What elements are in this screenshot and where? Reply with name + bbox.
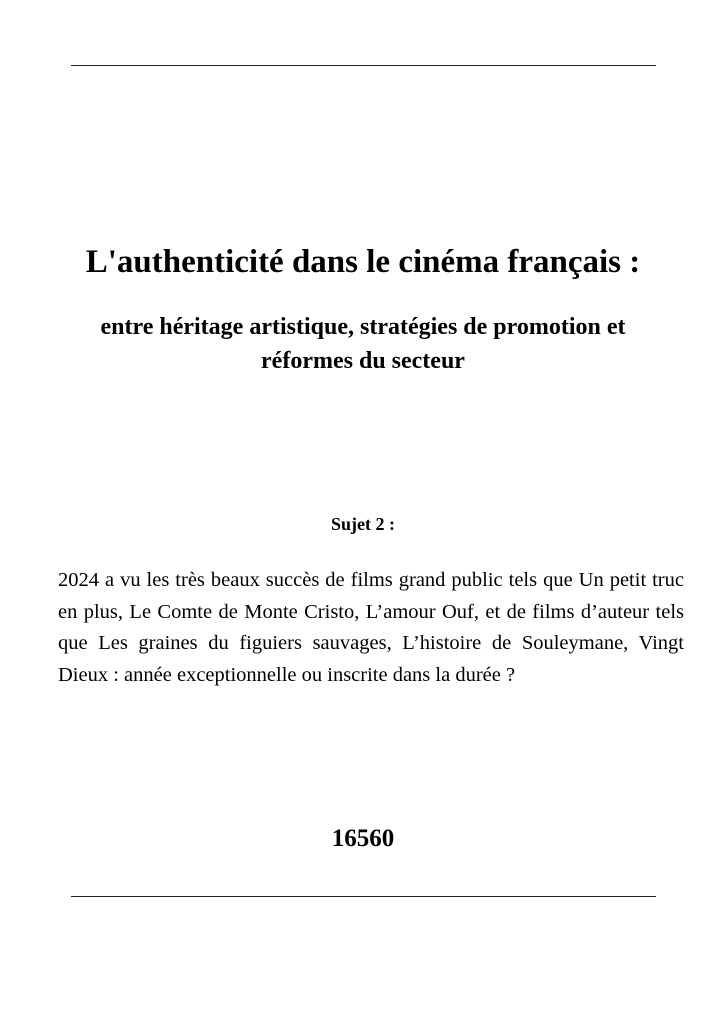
document-subtitle: entre héritage artistique, stratégies de promotion et réformes du secteur — [100, 314, 626, 374]
candidate-number: 16560 — [331, 825, 395, 852]
document-title: L'authenticité dans le cinéma français : — [85, 244, 641, 280]
bottom-divider — [71, 896, 656, 897]
subject-label: Sujet 2 : — [331, 514, 395, 534]
subject-text: 2024 a vu les très beaux succès de films grand public tels que Un petit truc en plus, Le Comte de Monte Cristo, L’amour Ouf, et de films d’auteur tels que Les graines du figuiers sauvages, L’histoire de Souleymane, Vingt Dieux : année exceptionnelle ou inscrite dans la durée ? — [58, 569, 684, 686]
top-divider — [71, 65, 656, 66]
